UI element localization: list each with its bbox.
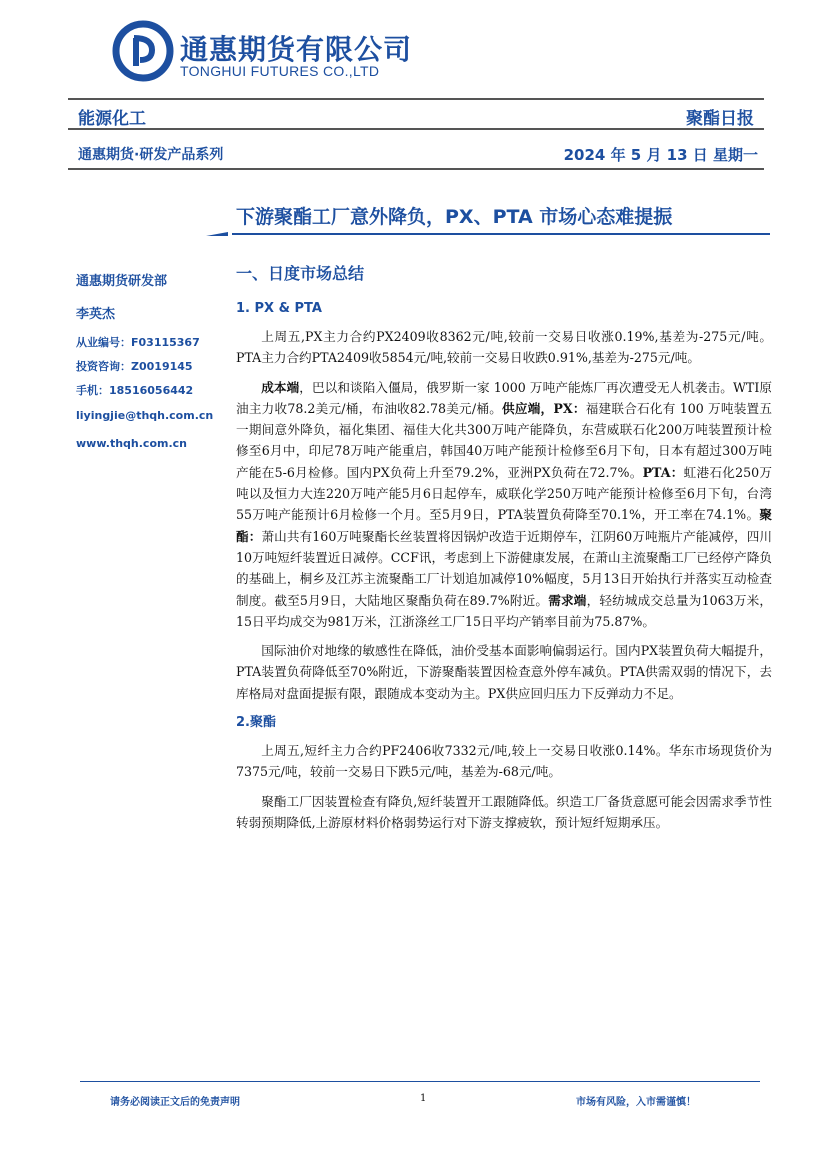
- analyst-sidebar: [76, 270, 226, 450]
- paragraph-outlook-polyester: 聚酯工厂因装置检查有降负,短纤装置开工跟随降低。织造工厂备货意愿可能会因需求季节性转弱预期降低,上游原材料价格弱势运行对下游支撑疲软，预计短纤短期承压。: [236, 793, 772, 830]
- company-name-en: TONGHUI FUTURES CO.,LTD: [180, 63, 380, 79]
- advisory-label: 投资咨询：: [76, 360, 131, 373]
- lead-cost: 成本端: [261, 379, 300, 395]
- analyst-email[interactable]: liyingjie@thqh.com.cn: [76, 409, 214, 422]
- risk-warning: 市场有风险，入市需谨慎！: [576, 1097, 696, 1108]
- phone-row: [76, 383, 226, 407]
- lead-supply-px: 供应端，PX：: [502, 400, 586, 416]
- report-body: [236, 262, 772, 841]
- license-row: [76, 335, 226, 359]
- company-name-cn: 通惠期货有限公司: [180, 33, 413, 66]
- analyst-name: 李英杰: [76, 307, 116, 322]
- phone-value: 18516056442: [109, 384, 194, 397]
- subsection-title-polyester: 2.聚酯: [236, 715, 276, 731]
- text-supply-px: 福建联合石化有 100 万吨装置五一期间意外降负，福化集团、福佳大化共300万吨产能降负，东营威联石化200万吨装置预计检修至6月中，印尼78万吨产能重启，韩国40万吨产能预计检修至6月下旬，日本有超过300万吨产能在5-6月检修。国内PX负荷上升至79.2%，亚洲PX负荷在72.7%。: [236, 400, 772, 480]
- footer-rule: [80, 1081, 760, 1082]
- text-cost: ，巴以和谈陷入僵局，俄罗斯一家 1000 万吨产能炼厂再次遭受无人机袭击。WTI原油主力收78.2美元/桶，布油收82.78美元/桶。: [236, 379, 772, 416]
- advisory-row: [76, 359, 226, 383]
- lead-polyester: 聚酯：: [236, 507, 772, 544]
- license-label: 从业编号：: [76, 336, 131, 349]
- series-band: [68, 140, 764, 170]
- text-polyester: 萧山共有160万吨聚酯长丝装置将因锅炉改造于近期停车，江阴60万吨瓶片产能减停，四川10万吨短纤装置近日减停。CCF讯，考虑到上下游健康发展，在萧山主流聚酯工厂已经停产降负的基础上，桐乡及江苏主流聚酯工厂计划追加减停10%幅度，5月13日开始执行并落实互动检查制度。截至5月9日，大陆地区聚酯负荷在89.7%附近。: [236, 528, 772, 608]
- lead-demand: 需求端: [548, 592, 587, 608]
- report-date: 2024 年 5 月 13 日 星期一: [563, 146, 758, 164]
- sector-band: [68, 98, 764, 130]
- company-website[interactable]: www.thqh.com.cn: [76, 437, 188, 450]
- headline-accent: [206, 232, 228, 236]
- series-label: 通惠期货·研发产品系列: [78, 147, 224, 163]
- paragraph-px-pta-prices: 上周五,PX主力合约PX2409收8362元/吨,较前一交易日收涨0.19%,基差为-275元/吨。PTA主力合约PTA2409收5854元/吨,较前一交易日收跌0.91%,基差为-275元/吨。: [236, 329, 772, 366]
- department-name: 通惠期货研发部: [76, 274, 168, 289]
- paragraph-fundamentals: [236, 377, 772, 633]
- license-value: F03115367: [131, 336, 200, 349]
- headline-rule: [232, 233, 770, 235]
- lead-pta: PTA：: [642, 464, 684, 480]
- report-type-label: 聚酯日报: [686, 109, 754, 129]
- section-title-market-summary: 一、日度市场总结: [236, 264, 365, 283]
- text-pta: 虹港石化250万吨以及恒力大连220万吨产能5月6日起停车，威联化学250万吨产能预计检修至6月下旬，台湾55万吨产能预计6月检修一个月。至5月9日，PTA装置负荷降至70.1%，开工率在74.1%。: [236, 464, 772, 523]
- advisory-value: Z0019145: [131, 360, 193, 373]
- paragraph-staple-fiber-prices: 上周五,短纤主力合约PF2406收7332元/吨,较上一交易日收涨0.14%。华东市场现货价为7375元/吨，较前一交易日下跌5元/吨，基差为-68元/吨。: [236, 743, 772, 780]
- tonghui-logo-icon: [112, 20, 174, 82]
- sector-label: 能源化工: [78, 109, 146, 129]
- page-number: 1: [420, 1093, 427, 1104]
- report-headline: 下游聚酯工厂意外降负，PX、PTA 市场心态难提振: [236, 206, 673, 228]
- text-demand: ，轻纺城成交总量为1063万米，15日平均成交为981万米，江浙涤丝工厂15日平均产销率目前为75.87%。: [236, 592, 772, 629]
- paragraph-outlook-px-pta: 国际油价对地缘的敏感性在降低，油价受基本面影响偏弱运行。国内PX装置负荷大幅提升，PTA装置负荷降低至70%附近，下游聚酯装置因检查意外停车减负。PTA供需双弱的情况下，去库格局对盘面提振有限，跟随成本变动为主。PX供应回归压力下反弹动力不足。: [236, 643, 772, 701]
- subsection-title-px-pta: 1. PX & PTA: [236, 301, 322, 316]
- phone-label: 手机：: [76, 384, 109, 397]
- disclaimer-note: 请务必阅读正文后的免责声明: [110, 1097, 240, 1108]
